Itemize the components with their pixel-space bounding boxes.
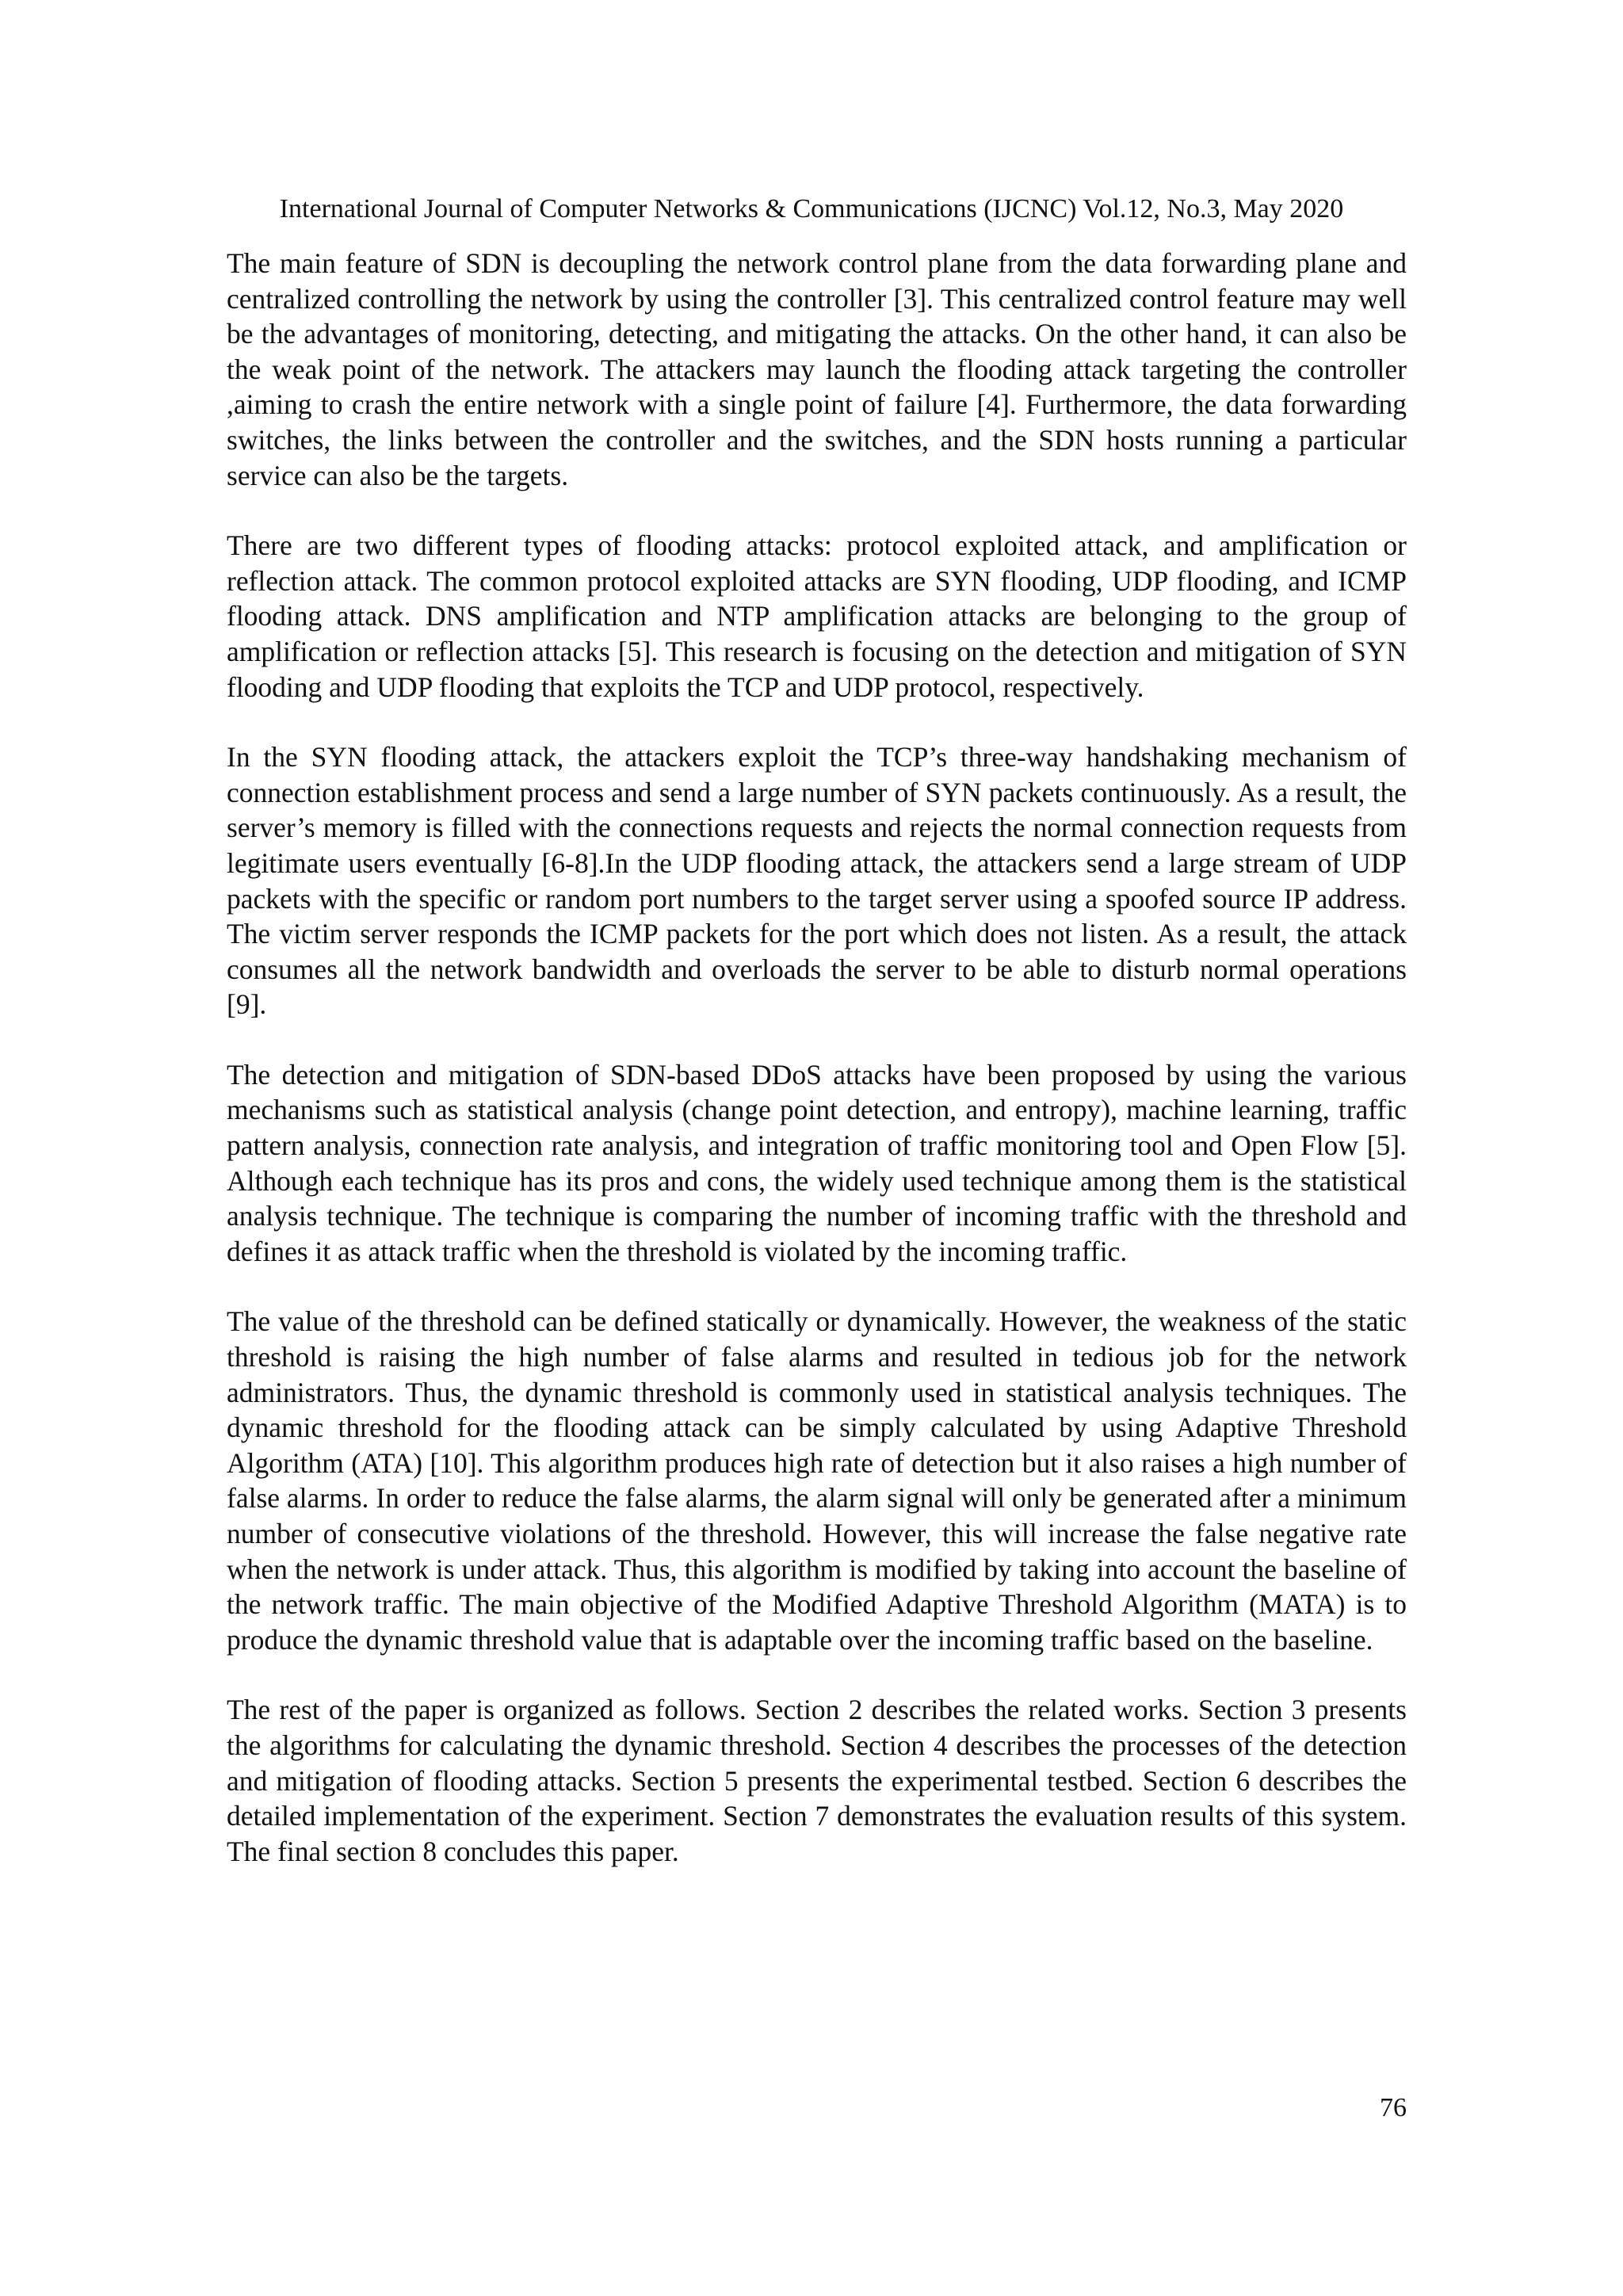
body-text xyxy=(227,246,1407,1904)
paragraph-sdn-feature: The main feature of SDN is decoupling the network control plane from the data forwarding plane and centralized controlling the network by using the controller [3]. This centralized control feature may well be the advantages of monitoring, detecting, and mitigating the attacks. On the other hand, it can also be the weak point of the network. The attackers may launch the flooding attack targeting the controller ,aiming to crash the entire network with a single point of failure [4]. Furthermore, the data forwarding switches, the links between the controller and the switches, and the SDN hosts running a particular service can also be the targets. xyxy=(227,247,1407,491)
paragraph-threshold: The value of the threshold can be defined statically or dynamically. However, the weakness of the static threshold is raising the high number of false alarms and resulted in tedious job for the network administrators. Thus, the dynamic threshold is commonly used in statistical analysis techniques. The dynamic threshold for the flooding attack can be simply calculated by using Adaptive Threshold Algorithm (ATA) [10]. This algorithm produces high rate of detection but it also raises a high number of false alarms. In order to reduce the false alarms, the alarm signal will only be generated after a minimum number of consecutive violations of the threshold. However, this will increase the false negative rate when the network is under attack. Thus, this algorithm is modified by taking into account the baseline of the network traffic. The main objective of the Modified Adaptive Threshold Algorithm (MATA) is to produce the dynamic threshold value that is adaptable over the incoming traffic based on the baseline. xyxy=(227,1305,1407,1656)
paragraph-organization: The rest of the paper is organized as follows. Section 2 describes the related works. Section 3 presents the algorithms for calculating the dynamic threshold. Section 4 describes the processes of the detection and mitigation of flooding attacks. Section 5 presents the experimental testbed. Section 6 describes the detailed implementation of the experiment. Section 7 demonstrates the evaluation results of this system. The final section 8 concludes this paper. xyxy=(227,1694,1407,1867)
page-number: 76 xyxy=(1380,2093,1407,2122)
paragraph-flooding-types: There are two different types of flooding attacks: protocol exploited attack, and amplification or reflection attack. The common protocol exploited attacks are SYN flooding, UDP flooding, and ICMP flooding attack. DNS amplification and NTP amplification attacks are belonging to the group of amplification or reflection attacks [5]. This research is focusing on the detection and mitigation of SYN flooding and UDP flooding that exploits the TCP and UDP protocol, respectively. xyxy=(227,529,1407,703)
running-header: International Journal of Computer Networks & Communications (IJCNC) Vol.12, No.3, May 2020 xyxy=(279,194,1344,223)
paragraph-detection-mechanisms: The detection and mitigation of SDN-based DDoS attacks have been proposed by using the various mechanisms such as statistical analysis (change point detection, and entropy), machine learning, traffic pattern analysis, connection rate analysis, and integration of traffic monitoring tool and Open Flow [5]. Although each technique has its pros and cons, the widely used technique among them is the statistical analysis technique. The technique is comparing the number of incoming traffic with the threshold and defines it as attack traffic when the threshold is violated by the incoming traffic. xyxy=(227,1058,1407,1267)
paragraph-syn-udp-flooding: In the SYN flooding attack, the attackers exploit the TCP’s three-way handshaking mechanism of connection establishment process and send a large number of SYN packets continuously. As a result, the server’s memory is filled with the connections requests and rejects the normal connection requests from legitimate users eventually [6-8].In the UDP flooding attack, the attackers send a large stream of UDP packets with the specific or random port numbers to the target server using a spoofed source IP address. The victim server responds the ICMP packets for the port which does not listen. As a result, the attack consumes all the network bandwidth and overloads the server to be able to disturb normal operations [9]. xyxy=(227,741,1407,1021)
